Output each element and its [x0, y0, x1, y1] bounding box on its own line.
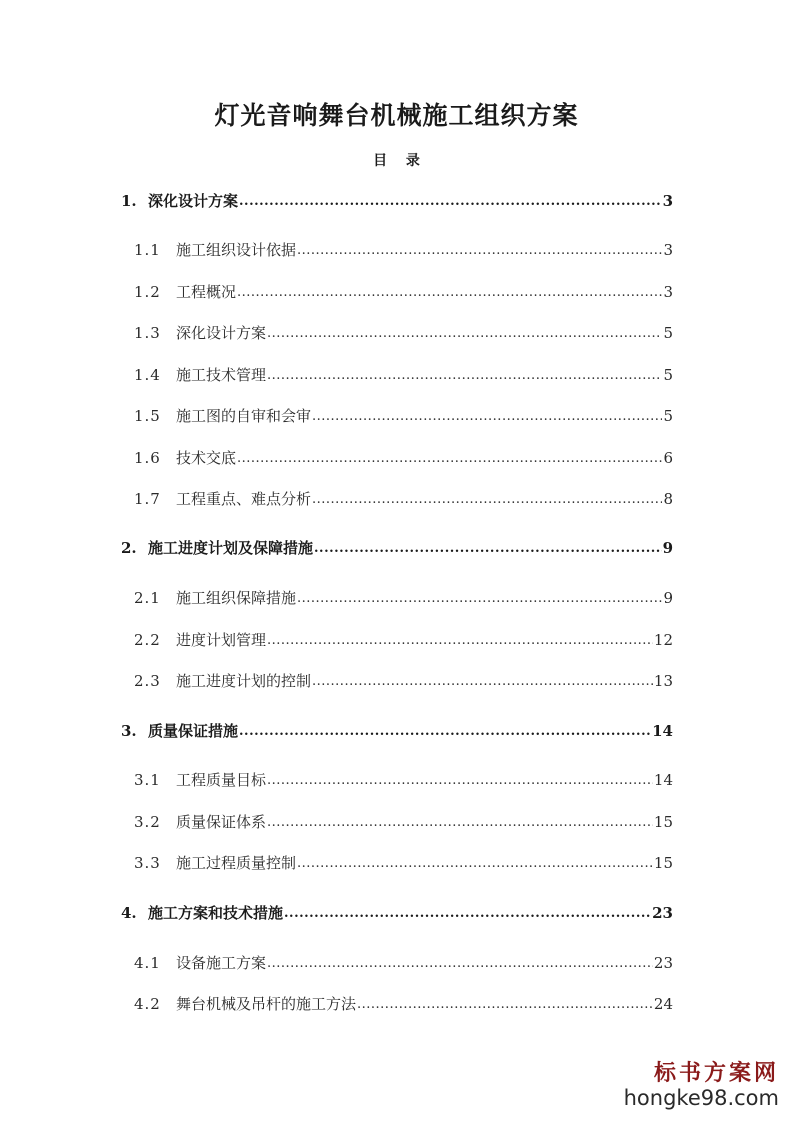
dot-leader [267, 951, 653, 975]
toc-entry-number: 2.2 [134, 631, 161, 649]
toc-entry-number: 3.2 [134, 813, 161, 831]
dot-leader [267, 628, 653, 652]
toc-entry-page: 5 [663, 324, 673, 342]
toc-entry-page: 9 [663, 589, 673, 607]
toc-entry-page: 3 [663, 241, 673, 259]
toc-entry-label: 工程概况 [176, 283, 237, 301]
toc-entry-label: 工程质量目标 [176, 771, 267, 789]
document-title: 灯光音响舞台机械施工组织方案 [214, 101, 579, 130]
toc-entry-label: 施工技术管理 [176, 366, 267, 384]
dot-leader [312, 404, 662, 428]
toc-entry-number: 1.6 [134, 449, 161, 467]
toc-entry-label: 质量保证措施 [148, 722, 239, 740]
toc-entry[interactable] [134, 811, 673, 833]
toc-entry-label: 施工进度计划的控制 [176, 672, 312, 690]
toc-entry-label: 设备施工方案 [176, 954, 267, 972]
dot-leader [267, 321, 662, 345]
toc-entry-label: 施工过程质量控制 [176, 854, 297, 872]
toc-entry[interactable] [121, 537, 673, 559]
toc-entry-label: 施工图的自审和会审 [176, 407, 312, 425]
dot-leader [237, 280, 662, 304]
toc-entry-number: 2.1 [134, 589, 161, 607]
toc-entry-page: 15 [653, 854, 673, 872]
toc-entry-label: 施工组织保障措施 [176, 589, 297, 607]
toc-heading: 目 录 [373, 153, 420, 169]
toc-entry-number: 1.2 [134, 283, 161, 301]
dot-leader [312, 669, 653, 693]
toc-entry-number: 1. [121, 192, 137, 210]
watermark-domain: hongke98.com [623, 1086, 779, 1110]
toc-entry-label: 施工进度计划及保障措施 [148, 539, 314, 557]
toc-entry-label: 技术交底 [176, 449, 237, 467]
toc-entry-page: 14 [653, 771, 673, 789]
toc-entry[interactable] [121, 720, 673, 742]
toc-entry[interactable] [134, 405, 673, 427]
dot-leader [297, 851, 653, 875]
toc-entry[interactable] [134, 769, 673, 791]
toc-entry[interactable] [134, 952, 673, 974]
toc-entry-number: 1.7 [134, 490, 161, 508]
toc-entry[interactable] [134, 852, 673, 874]
toc-entry-number: 3.3 [134, 854, 161, 872]
dot-leader [284, 901, 651, 925]
dot-leader [312, 487, 662, 511]
toc-entry-number: 3. [121, 722, 137, 740]
toc-entry-label: 深化设计方案 [148, 192, 239, 210]
toc-entry-page: 5 [663, 366, 673, 384]
toc-entry-label: 工程重点、难点分析 [176, 490, 312, 508]
toc-entry-page: 12 [653, 631, 673, 649]
toc-entry-number: 2.3 [134, 672, 161, 690]
toc-entry-label: 质量保证体系 [176, 813, 267, 831]
toc-entry[interactable] [134, 239, 673, 261]
toc-entry[interactable] [134, 587, 673, 609]
toc-entry-page: 23 [653, 954, 673, 972]
toc-entry-page: 15 [653, 813, 673, 831]
toc-entry[interactable] [134, 488, 673, 510]
toc-entry-label: 施工方案和技术措施 [148, 904, 284, 922]
toc-entry-page: 5 [663, 407, 673, 425]
dot-leader [237, 446, 662, 470]
toc-entry-page: 23 [652, 904, 673, 922]
toc-entry-number: 1.3 [134, 324, 161, 342]
dot-leader [297, 586, 662, 610]
dot-leader [239, 189, 662, 213]
toc-entry-number: 3.1 [134, 771, 161, 789]
toc-entry[interactable] [121, 902, 673, 924]
toc-entry-page: 13 [653, 672, 673, 690]
toc-entry-number: 1.1 [134, 241, 161, 259]
toc-entry-label: 舞台机械及吊杆的施工方法 [176, 995, 357, 1013]
toc-entry-number: 1.5 [134, 407, 161, 425]
toc-entry[interactable] [134, 447, 673, 469]
toc-entry[interactable] [134, 281, 673, 303]
toc-entry[interactable] [121, 190, 673, 212]
dot-leader [267, 768, 653, 792]
toc-entry-number: 4.1 [134, 954, 161, 972]
toc-entry[interactable] [134, 364, 673, 386]
toc-entry-page: 9 [662, 539, 673, 557]
toc-entry-page: 14 [652, 722, 673, 740]
toc-entry-number: 4.2 [134, 995, 161, 1013]
toc-entry-label: 进度计划管理 [176, 631, 267, 649]
dot-leader [267, 363, 662, 387]
toc-entry-number: 1.4 [134, 366, 161, 384]
watermark [624, 1060, 779, 1110]
toc-entry-page: 8 [663, 490, 673, 508]
toc-entry[interactable] [134, 322, 673, 344]
toc-entry-number: 4. [121, 904, 137, 922]
toc-entry-label: 深化设计方案 [176, 324, 267, 342]
watermark-name: 标书方案网 [653, 1060, 779, 1086]
toc-entry-page: 3 [663, 283, 673, 301]
toc-entry[interactable] [134, 629, 673, 651]
dot-leader [239, 719, 651, 743]
dot-leader [357, 992, 653, 1016]
toc-entry[interactable] [134, 670, 673, 692]
toc-entry-number: 2. [121, 539, 137, 557]
toc-entry-label: 施工组织设计依据 [176, 241, 297, 259]
dot-leader [314, 536, 662, 560]
dot-leader [267, 810, 653, 834]
toc-entry-page: 24 [653, 995, 673, 1013]
toc-entry-page: 6 [663, 449, 673, 467]
dot-leader [297, 238, 662, 262]
toc-entry-page: 3 [662, 192, 673, 210]
toc-entry[interactable] [134, 993, 673, 1015]
